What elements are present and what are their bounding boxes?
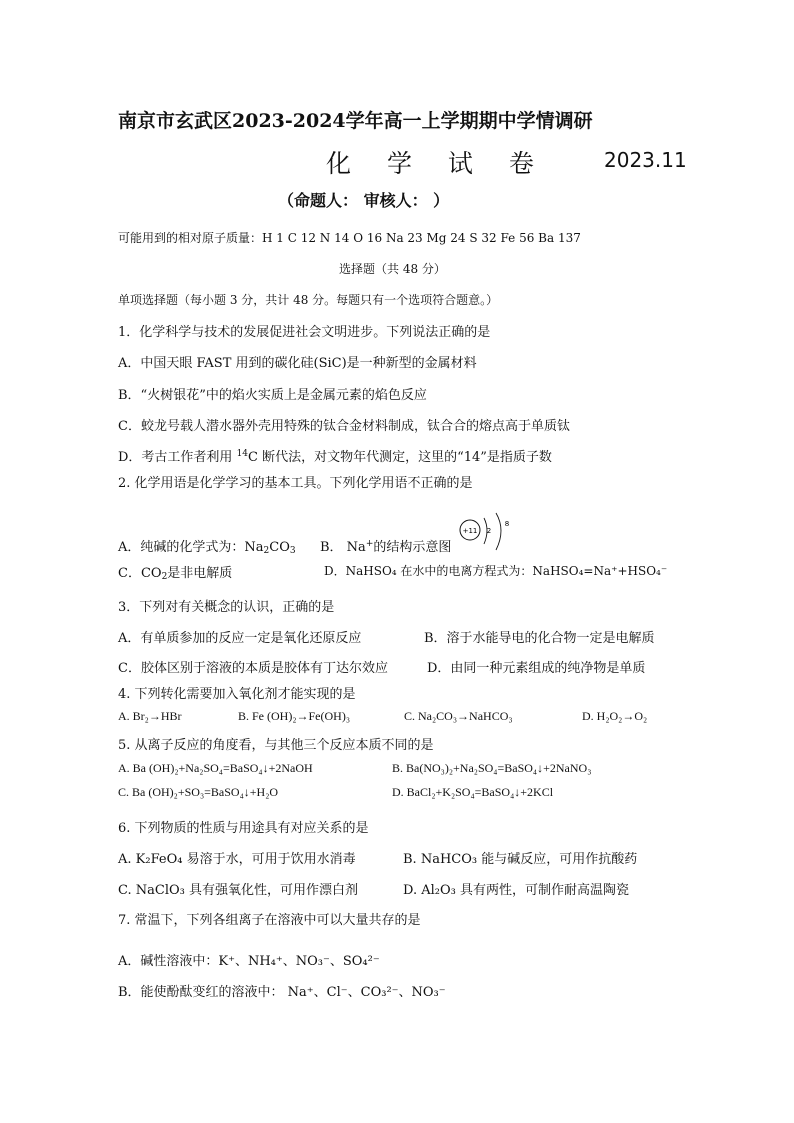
q3-stem: 3．下列对有关概念的认识，正确的是 [118,600,335,615]
q2-stem: 2. 化学用语是化学学习的基本工具。下列化学用语不正确的是 [118,476,473,491]
q4-stem: 4. 下列转化需要加入氧化剂才能实现的是 [118,687,356,702]
authors-line: （命题人： 审核人： ） [278,191,450,210]
q6-option-d: D. Al₂O₃ 具有两性，可制作耐高温陶瓷 [403,883,629,898]
q7-stem: 7. 常温下，下列各组离子在溶液中可以大量共存的是 [118,913,421,928]
q3-option-c: C．胶体区别于溶液的本质是胶体有丁达尔效应 [118,661,388,676]
q5-option-c: C. Ba (OH)₂+SO₃=BaSO₄↓+H₂O [118,785,279,799]
q4-option-c: C. Na₂CO₃→NaHCO₃ [404,709,513,723]
atomic-masses: 可能用到的相对原子质量：H 1 C 12 N 14 O 16 Na 23 Mg 24 S 32 Fe 56 Ba 137 [118,231,581,245]
q2-option-c: C．$CO_2$是非电解质 [118,566,233,582]
exam-date: 2023.11 [604,148,687,172]
q2-option-b: B． Na+的结构示意图 [320,539,452,555]
q3-option-a: A．有单质参加的反应一定是氧化还原反应 [118,631,362,646]
q7-option-a: A．碱性溶液中：K⁺、NH₄⁺、NO₃⁻、SO₄²⁻ [118,954,380,969]
q4-option-b: B. Fe (OH)₂→Fe(OH)₃ [238,709,351,723]
q6-option-b: B. NaHCO₃ 能与碱反应，可用作抗酸药 [403,852,638,867]
sodium-ion-structure-diagram [456,512,518,556]
q6-stem: 6. 下列物质的性质与用途具有对应关系的是 [118,821,369,836]
q1-option-c: C．蛟龙号载人潜水器外壳用特殊的钛合金材料制成，钛合合的熔点高于单质钛 [118,419,570,434]
shell-arc-2 [496,513,501,550]
q2-option-d: D．NaHSO₄ 在水中的电离方程式为：NaHSO₄=Na⁺+HSO₄⁻ [324,564,668,578]
q5-option-d: D. BaCl₂+K₂SO₄=BaSO₄↓+2KCl [392,785,554,799]
q6-option-a: A. K₂FeO₄ 易溶于水，可用于饮用水消毒 [118,852,356,867]
q5-stem: 5. 从离子反应的角度看，与其他三个反应本质不同的是 [118,738,434,753]
nucleus-charge: +11 [462,527,478,535]
q3-option-b: B．溶于水能导电的化合物一定是电解质 [424,631,655,646]
q1-option-a: A．中国天眼 FAST 用到的碳化硅(SiC)是一种新型的金属材料 [118,356,477,371]
q7-option-b: B．能使酚酞变红的溶液中： Na⁺、Cl⁻、CO₃²⁻、NO₃⁻ [118,985,446,1000]
q5-option-a: A. Ba (OH)₂+Na₂SO₄=BaSO₄↓+2NaOH [118,761,313,775]
section-title: 选择题（共 48 分） [339,262,446,276]
subject-title: 化 学 试 卷 [326,149,548,178]
q2-option-a: A．纯碱的化学式为：$Na_2CO_3$ [118,540,296,556]
q4-option-a: A. Br₂→HBr [118,709,182,723]
q1-stem: 1．化学科学与技术的发展促进社会文明进步。下列说法正确的是 [118,325,491,340]
section-instruction: 单项选择题（每小题 3 分，共计 48 分。每题只有一个选项符合题意。） [118,293,499,307]
q5-option-b: B. Ba(NO₃)₂+Na₂SO₄=BaSO₄↓+2NaNO₃ [392,761,592,775]
q1-option-b: B．“火树银花”中的焰火实质上是金属元素的焰色反应 [118,388,427,403]
shell-1-count: 2 [486,527,492,535]
q6-option-c: C. NaClO₃ 具有强氧化性，可用作漂白剂 [118,883,358,898]
exam-title: 南京市玄武区2023-2024学年高一上学期期中学情调研 [118,110,593,132]
q3-option-d: D．由同一种元素组成的纯净物是单质 [427,661,646,676]
q1-option-d: D．考古工作者利用 $^{14}$C 断代法，对文物年代测定，这里的“14”是指质子数 [118,449,552,465]
q4-option-d: D. H₂O₂→O₂ [582,709,648,723]
shell-2-count: 8 [504,520,510,528]
